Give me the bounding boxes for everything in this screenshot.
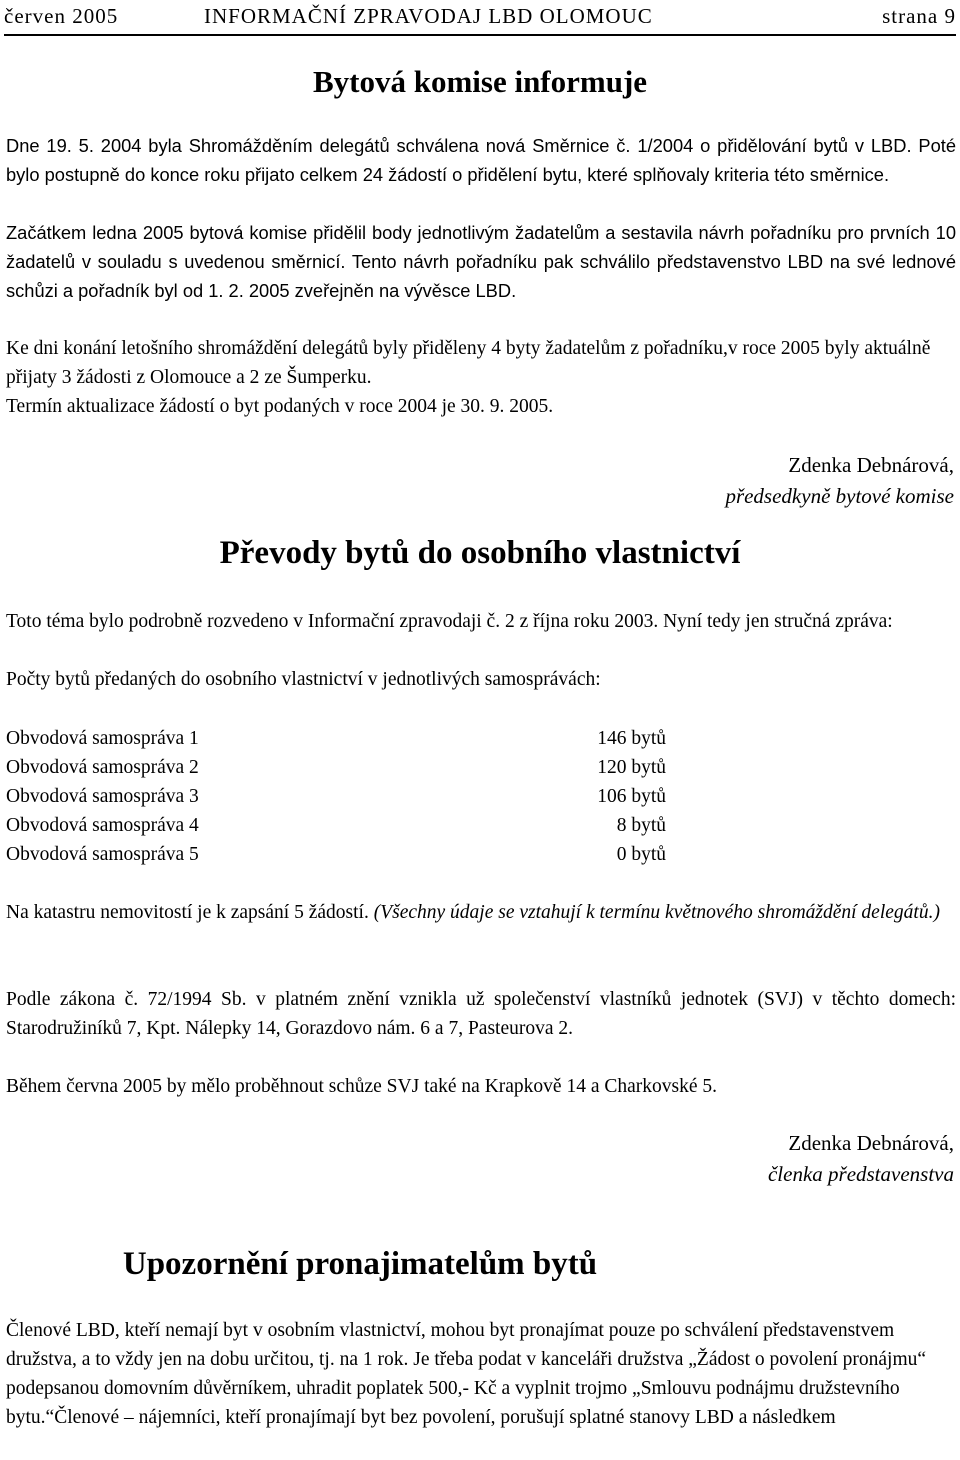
header-rule xyxy=(4,34,956,36)
paragraph-june-meetings: Během června 2005 by mělo proběhnout schůze SVJ také na Krapkově 14 a Charkovské 5. xyxy=(6,1076,718,1097)
issue-date: červen 2005 xyxy=(4,4,119,28)
page-header xyxy=(4,2,956,32)
district-label: Obvodová samospráva 2 xyxy=(6,757,199,778)
flat-count: 8 bytů xyxy=(616,815,666,836)
signature-name: Zdenka Debnárová, xyxy=(788,453,954,477)
signature-block-2 xyxy=(768,1128,954,1190)
page-number: strana 9 xyxy=(882,4,956,28)
paragraph-counts-heading: Počty bytů předaných do osobního vlastnictví v jednotlivých samosprávách: xyxy=(6,669,601,690)
flat-count: 120 bytů xyxy=(597,757,666,778)
paragraph-allocated-flats: Ke dni konání letošního shromáždění delegátů byly přiděleny 4 byty žadatelům z pořadníku,v roce 2005 byly aktuálně přijaty 3 žádosti z Olomouce a 2 ze Šumperku. xyxy=(6,338,931,388)
signature-role: členka představenstva xyxy=(767,1162,954,1186)
paragraph-svj: Podle zákona č. 72/1994 Sb. v platném znění vznikla už společenství vlastníků jednotek (SVJ) v těchto domech: Starodružiníků 7, Kpt. Nálepky 14, Gorazdovo nám. 6 a 7, Pasteurova 2. xyxy=(6,989,956,1039)
newsletter-title: INFORMAČNÍ ZPRAVODAJ LBD OLOMOUC xyxy=(204,4,653,28)
paragraph-update-deadline: Termín aktualizace žádostí o byt podaných v roce 2004 je 30. 9. 2005. xyxy=(6,396,554,417)
flat-count: 106 bytů xyxy=(597,786,666,807)
district-label: Obvodová samospráva 4 xyxy=(6,815,199,836)
section-title-ownership-transfers: Převody bytů do osobního vlastnictví xyxy=(219,535,741,571)
district-label: Obvodová samospráva 5 xyxy=(6,844,199,865)
paragraph-subletting: Členové LBD, kteří nemají byt v osobním vlastnictví, mohou byt pronajímat pouze po schválení představenstvem družstva, a to vždy jen na dobu určitou, tj. na 1 rok. Je třeba podat v kanceláři družstva „Žádost o povolení pronájmu“ podepsanou domovním důvěrníkem, uhradit poplatek 500,- Kč a vyplnit trojmo „Smlouvu podnájmu družstevního bytu.“Členové – nájemníci, kteří pronajímají byt bez povolení, porušují splatné stanovy LBD a následkem xyxy=(6,1320,927,1428)
paragraph-cadastre xyxy=(6,898,956,927)
signature-role: předsedkyně bytové komise xyxy=(725,484,954,508)
section-title-housing-committee: Bytová komise informuje xyxy=(312,64,648,99)
paragraph-waiting-list: Začátkem ledna 2005 bytová komise přidělil body jednotlivým žadatelům a sestavila návrh pořadníku pro prvních 10 žadatelů v souladu s uvedenou směrnicí. Tento návrh pořadníku pak schválilo představenstvo LBD na své lednové schůzi a pořadník byl od 1. 2. 2005 zveřejněn na vývěsce LBD. xyxy=(6,222,956,301)
cadastre-note: (Všechny údaje se vztahují k termínu květnového shromáždění delegátů.) xyxy=(373,902,940,923)
signature-block-1 xyxy=(725,450,954,512)
district-label: Obvodová samospráva 1 xyxy=(6,728,199,749)
paragraph-intro: Toto téma bylo podrobně rozvedeno v Informační zpravodaji č. 2 z října roku 2003. Nyní tedy jen stručná zpráva: xyxy=(6,611,893,632)
district-label: Obvodová samospráva 3 xyxy=(6,786,199,807)
signature-name: Zdenka Debnárová, xyxy=(788,1131,954,1155)
flat-count: 146 bytů xyxy=(597,728,666,749)
flat-count: 0 bytů xyxy=(616,844,666,865)
cadastre-text: Na katastru nemovitostí je k zapsání 5 žádostí. xyxy=(6,902,369,923)
paragraph-directive: Dne 19. 5. 2004 byla Shromážděním delegátů schválena nová Směrnice č. 1/2004 o přidělování bytů v LBD. Poté bylo postupně do konce roku přijato celkem 24 žádostí o přidělení bytu, které splňovaly kriteria této směrnice. xyxy=(6,135,956,185)
section-title-landlord-notice: Upozornění pronajimatelům bytů xyxy=(122,1246,598,1282)
